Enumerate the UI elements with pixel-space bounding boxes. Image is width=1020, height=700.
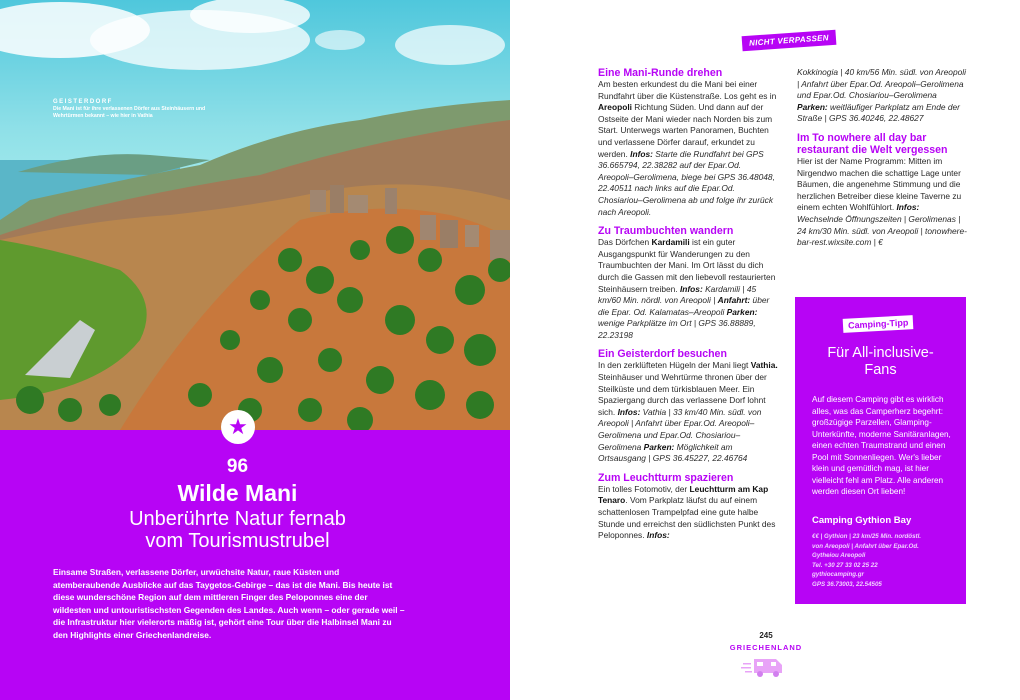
camping-title [795,345,966,379]
tip-number: 96 [226,456,249,477]
section-text [797,156,967,249]
section-text [598,360,778,464]
section-text [598,79,778,218]
section-geisterdorf [598,348,778,464]
camping-title-line-2: Fans [864,362,897,378]
camper-van-icon [741,655,791,679]
camping-website: gythiocamping.gr [812,571,864,578]
infos-text: Vathia | 33 km/40 Min. südl. von Areopoli | Anfahrt über Epar.Od. Areopoli–Gerolimena und Epar.Od. Chosiariou–Gerolimena [598,406,762,452]
section-title: Zu Traumbuchten wandern [598,225,734,238]
section-traumbuchten [598,225,778,341]
section-title: Zum Leuchtturm spazieren [598,471,734,484]
column-1 [598,67,778,549]
section-title: Im To nowhere all day bar restaurant die Welt vergessen [797,131,948,156]
photo-illustration [0,0,510,430]
section-text [598,237,778,341]
bold-place: Vathia. [750,360,778,371]
text-part: Richtung Süden. Und dann auf der Ostseite der Mani wieder nach Norden bis zum Start. Unterwegs warten Panoramen, Buchten und verlassene Dörfer darauf, erkundet zu werden. [598,102,773,159]
star-icon: ★ [221,410,255,444]
section-title: Eine Mani-Runde drehen [598,67,723,79]
country-label: GRIECHENLAND [729,643,803,652]
parken-label: Parken: [643,441,675,452]
parken-text: wenige Parkplätze im Ort | GPS 36.88889, 22.23198 [598,318,756,340]
infos-text: Starte die Rundfahrt bei GPS 36.665794, 22.38282 auf der Epar.Od. Areopoli–Gerolimena, biege bei GPS 36.48048, 22.40511 nach links auf die Epar.Od. Chosiariou–Gerolimena ab und folge ihr zurück nach Areopoli. [598,148,775,217]
right-page [510,0,1020,700]
section-text [598,484,778,542]
page-title: Wilde Mani [177,480,298,506]
camping-tip-box [795,297,966,604]
section-to-nowhere [797,132,967,249]
nicht-verpassen-tag: NICHT VERPASSEN [742,30,837,52]
infos-label: Infos: [646,530,670,541]
camping-tip-tag: Camping-Tipp [843,315,914,333]
section-title: Ein Geisterdorf besuchen [598,348,727,361]
section-leuchtturm [598,472,778,542]
caption-title: GEISTERDORF [53,99,113,105]
text-part: Ein tolles Fotomotiv, der [598,483,690,494]
anfahrt-text: über die Epar. Od. Kalamatas–Areopoli [598,295,770,317]
page-subtitle [0,508,475,552]
landscape-photo [0,0,510,430]
camping-text: Auf diesem Camping gibt es wirklich alles, was das Camperherz begehrt: großzügige Parzellen, Glamping-Unterkünfte, moderne Sanitäranlagen, einen echten Traumstrand und einen Pool mit Sonnenliegen. Wer's lieber klein und gemütlich mag, ist hier vielleicht fehl am Platz. Alle anderen werden diesen Ort lieben! [812,395,951,496]
infos-label: Infos: [896,202,920,213]
infos-label: Infos: [630,148,653,159]
caption-text: Die Mani ist für ihre verlassenen Dörfer aus Steinhäusern und Wehrtürmen bekannt – wie hier in Vathia [53,106,206,119]
bold-place: Areopoli [598,102,632,113]
column-2 [797,67,967,256]
camping-info-line: von Areopoli | Anfahrt über Epar.Od. [812,542,919,550]
infos-text: Wechselnde Öffnungszeiten | Gerolimenas | 24 km/30 Min. südl. von Areopoli | tonowhere-bar-rest.wixsite.com | € [797,213,967,248]
section-text [797,67,967,125]
subtitle-line-2: vom Tourismustrubel [145,530,330,552]
camping-info-line: Gytheiou Areopoli [812,552,866,559]
page-number: 245 [759,631,773,640]
camping-gps: GPS 36.73003, 22.54505 [812,580,882,588]
bold-place: Kardamili [651,237,690,248]
infos-text: Kardamili | 45 km/60 Min. nördl. von Areopoli | [598,283,757,306]
text-part: In den zerklüfteten Hügeln der Mani liegt [598,360,751,371]
subtitle-line-1: Unberührte Natur fernab [129,508,346,530]
text-part: Hier ist der Name Programm: Mitten im Nirgendwo machen die schattige Lage unter Bäumen, die angenehme Stimmung und die herzlichen Betreiber diese kleine Taverne zu einem echten Wohlfühlort. [797,155,962,213]
parken-label: Parken: [726,306,758,317]
bold-place: Leuchtturm am Kap Tenaro [598,483,769,506]
camping-info [812,532,957,589]
photo-caption [53,99,213,120]
camping-title-line-1: Für All-inclusive- [827,345,934,361]
parken-text: weitläufiger Parkplatz am Ende der Straße | GPS 36.40246, 22.48627 [797,101,960,124]
camping-name: Camping Gythion Bay [812,515,912,526]
anfahrt-label: Anfahrt: [717,295,751,306]
section-mani-runde [598,67,778,218]
camping-info-line: €€ | Gythion | 23 km/25 Min. nordöstl. [812,533,922,540]
leuchtturm-continuation [797,67,967,125]
camping-phone: Tel. +30 27 33 02 25 22 [812,561,878,569]
text-part: Steinhäuser und Wehrtürme thronen über der Steilküste und dem türkisblauen Meer. Ein Spaziergang durch das verlassene Dorf lohnt sich. [598,372,767,417]
parken-text: Möglichkeit am Ortsausgang | GPS 36.45227, 22.46764 [598,441,748,464]
text-part: Am besten erkundest du die Mani bei einer Rundfahrt über die Küstenstraße. Los geht es in [598,79,777,101]
parken-label: Parken: [797,101,828,112]
text-part: Das Dörfchen [598,237,652,248]
text-part: . Vom Parkplatz läufst du auf einem schattenlosen Trampelpfad eine gute halbe Stunde und erreichst den südlichsten Punkt des Peloponnes. [598,495,776,541]
infos-text: Kokkinogia | 40 km/56 Min. südl. von Areopoli | Anfahrt über Epar.Od. Areopoli–Gerolimena und Epar.Od. Chosiariou–Gerolimena [797,67,966,101]
infos-label: Infos: [679,283,703,294]
intro-text: Einsame Straßen, verlassene Dörfer, urwüchsite Natur, raue Küsten und atemberaubende Ausblicke auf das Taygetos-Gebirge – das ist die Mani. Bis heute ist diese wunderschöne Region auf dem mittleren Finger des Peloponnes eine der wildesten und untouristischsten Gegenden des Landes. Auch wenn – oder gerade weil – die Infrastruktur hier vielerorts mäßig ist, gehört eine Tour über die Halbinsel Mani zu den Highlights einer Griechenlandreise. [53,567,405,640]
text-part: ist ein guter Ausgangspunkt für Wanderungen zu den Traumbuchten der Mani. Im Ort lässt du dich durch die Gassen mit den liebevoll restaurierten Steinhäusern treiben. [598,237,776,294]
infos-label: Infos: [617,406,641,417]
